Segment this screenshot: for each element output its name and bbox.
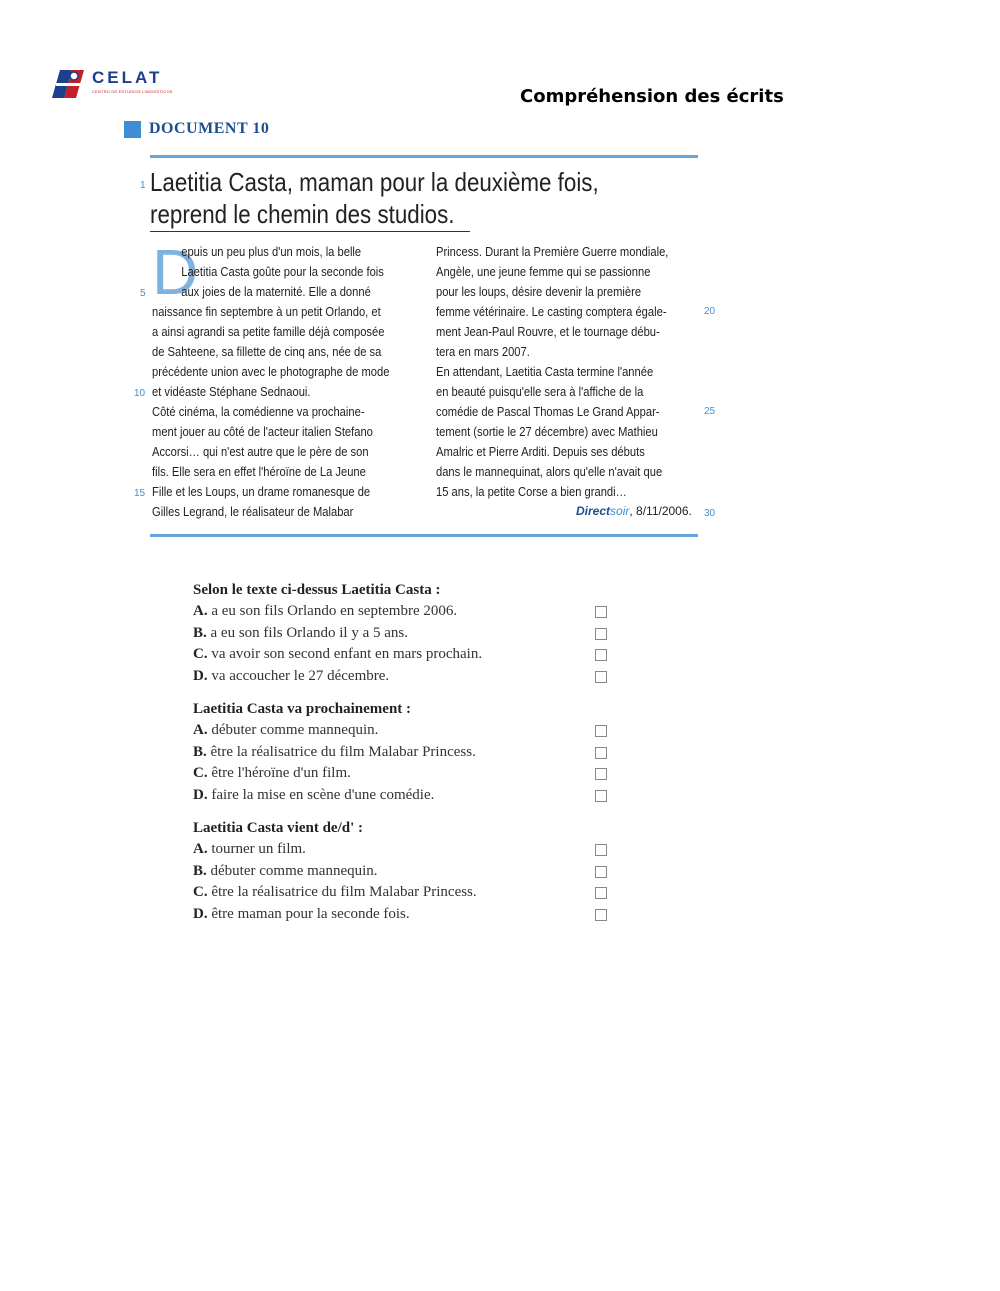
option-letter: D. (193, 786, 208, 803)
question-3 (193, 818, 613, 925)
headline-line-2: reprend le chemin des studios. (150, 199, 455, 229)
text-line: précédente union avec le photographe de mode (152, 364, 390, 379)
source-brand-soir: soir (610, 504, 630, 518)
quiz (193, 580, 613, 937)
text-line: Princess. Durant la Première Guerre mondiale, (436, 244, 669, 259)
option-b (193, 861, 613, 883)
line-number-1: 1 (140, 180, 146, 191)
text-line: pour les loups, désire devenir la première (436, 284, 642, 299)
option-text: faire la mise en scène d'une comédie. (211, 786, 435, 803)
headline-underline (150, 231, 470, 232)
blue-square-icon (124, 121, 141, 138)
option-a (193, 601, 613, 623)
option-c (193, 644, 613, 666)
headline-line-1: Laetitia Casta, maman pour la deuxième fois, (150, 167, 599, 197)
option-a (193, 720, 613, 742)
option-letter: D. (193, 905, 208, 922)
line-number-15: 15 (134, 488, 146, 499)
checkbox[interactable] (595, 887, 607, 899)
article-headline (150, 166, 632, 230)
option-c (193, 882, 613, 904)
option-text: a eu son fils Orlando en septembre 2006. (211, 603, 458, 619)
celat-logo (48, 66, 173, 102)
text-line: et vidéaste Stéphane Sednaoui. (152, 384, 311, 399)
source-date: , 8/11/2006. (629, 504, 692, 518)
celat-logo-icon (48, 66, 90, 100)
text-line: Amalric et Pierre Arditi. Depuis ses débuts (436, 444, 645, 459)
line-number-20: 20 (704, 306, 716, 317)
checkbox[interactable] (595, 844, 607, 856)
checkbox[interactable] (595, 606, 607, 618)
option-letter: B. (193, 743, 207, 760)
text-line: Côté cinéma, la comédienne va prochaine- (152, 404, 365, 419)
text-line: Angèle, une jeune femme qui se passionne (436, 264, 651, 279)
text-line: dans le mannequinat, alors qu'elle n'avait que (436, 464, 663, 479)
question-1 (193, 580, 613, 687)
article-column-right (436, 242, 706, 502)
option-b (193, 623, 613, 645)
text-line: fils. Elle sera en effet l'héroïne de La Jeune (152, 464, 366, 479)
text-line: a ainsi agrandi sa petite famille déjà composée (152, 324, 385, 339)
text-line: Laetitia Casta goûte pour la seconde fois (181, 264, 384, 279)
logo-text: CELAT (92, 68, 163, 87)
option-letter: A. (193, 603, 208, 619)
option-d (193, 904, 613, 926)
checkbox[interactable] (595, 866, 607, 878)
option-a (193, 839, 613, 861)
line-number-5: 5 (140, 288, 146, 299)
drop-cap: D (152, 236, 199, 308)
question-title: Selon le texte ci-dessus Laetitia Casta : (193, 582, 441, 598)
option-letter: B. (193, 624, 207, 641)
text-line: tera en mars 2007. (436, 344, 530, 359)
option-text: débuter comme mannequin. (211, 722, 379, 738)
checkbox[interactable] (595, 768, 607, 780)
option-letter: B. (193, 862, 207, 879)
option-letter: C. (193, 646, 208, 662)
source-brand-direct: Direct (576, 504, 611, 518)
option-text: être la réalisatrice du film Malabar Princess. (210, 743, 476, 760)
checkbox[interactable] (595, 747, 607, 759)
document-label (124, 120, 269, 138)
option-text: être l'héroïne d'un film. (211, 765, 351, 781)
document-label-text: DOCUMENT 10 (149, 120, 270, 137)
option-text: a eu son fils Orlando il y a 5 ans. (210, 624, 408, 641)
checkbox[interactable] (595, 628, 607, 640)
page-title: Compréhension des écrits (520, 86, 784, 107)
text-line: naissance fin septembre à un petit Orlando, et (152, 304, 381, 319)
option-b (193, 742, 613, 764)
question-title: Laetitia Casta va prochainement : (193, 701, 412, 717)
article-source (576, 504, 692, 518)
option-text: va avoir son second enfant en mars prochain. (211, 646, 483, 662)
text-line: Accorsi… qui n'est autre que le père de son (152, 444, 369, 459)
option-text: tourner un film. (211, 841, 306, 857)
checkbox[interactable] (595, 671, 607, 683)
checkbox[interactable] (595, 909, 607, 921)
option-text: débuter comme mannequin. (210, 862, 378, 879)
text-line: ment Jean-Paul Rouvre, et le tournage débu- (436, 324, 660, 339)
option-d (193, 666, 613, 688)
text-line: 15 ans, la petite Corse a bien grandi… (436, 484, 627, 499)
text-line: En attendant, Laetitia Casta termine l'année (436, 364, 654, 379)
question-2 (193, 699, 613, 806)
text-line: tement (sortie le 27 décembre) avec Mathieu (436, 424, 658, 439)
text-line: Fille et les Loups, un drame romanesque de (152, 484, 371, 499)
option-c (193, 763, 613, 785)
text-line: de Sahteene, sa fillette de cinq ans, née de sa (152, 344, 382, 359)
line-number-25: 25 (704, 406, 716, 417)
line-number-30: 30 (704, 508, 716, 519)
checkbox[interactable] (595, 649, 607, 661)
question-title: Laetitia Casta vient de/d' : (193, 820, 363, 836)
option-letter: A. (193, 722, 208, 738)
text-line: Gilles Legrand, le réalisateur de Malabar (152, 504, 354, 519)
text-line: en beauté puisqu'elle sera à l'affiche de la (436, 384, 644, 399)
option-text: être la réalisatrice du film Malabar Princess. (211, 884, 477, 900)
option-letter: D. (193, 667, 208, 684)
option-text: va accoucher le 27 décembre. (211, 667, 390, 684)
text-line: ment jouer au côté de l'acteur italien Stefano (152, 424, 373, 439)
option-letter: A. (193, 841, 208, 857)
option-d (193, 785, 613, 807)
option-letter: C. (193, 884, 208, 900)
option-letter: C. (193, 765, 208, 781)
bottom-rule (150, 534, 698, 537)
checkbox[interactable] (595, 790, 607, 802)
logo-subtext: CENTRO DE ESTUDIOS LINGÜÍSTICOS (92, 89, 173, 94)
top-rule (150, 155, 698, 158)
line-number-10: 10 (134, 388, 146, 399)
option-text: être maman pour la seconde fois. (211, 905, 410, 922)
text-line: aux joies de la maternité. Elle a donné (181, 284, 371, 299)
text-line: femme vétérinaire. Le casting comptera égale- (436, 304, 667, 319)
text-line: epuis un peu plus d'un mois, la belle (181, 244, 362, 259)
text-line: comédie de Pascal Thomas Le Grand Appar- (436, 404, 660, 419)
article-column-left (152, 236, 427, 522)
checkbox[interactable] (595, 725, 607, 737)
